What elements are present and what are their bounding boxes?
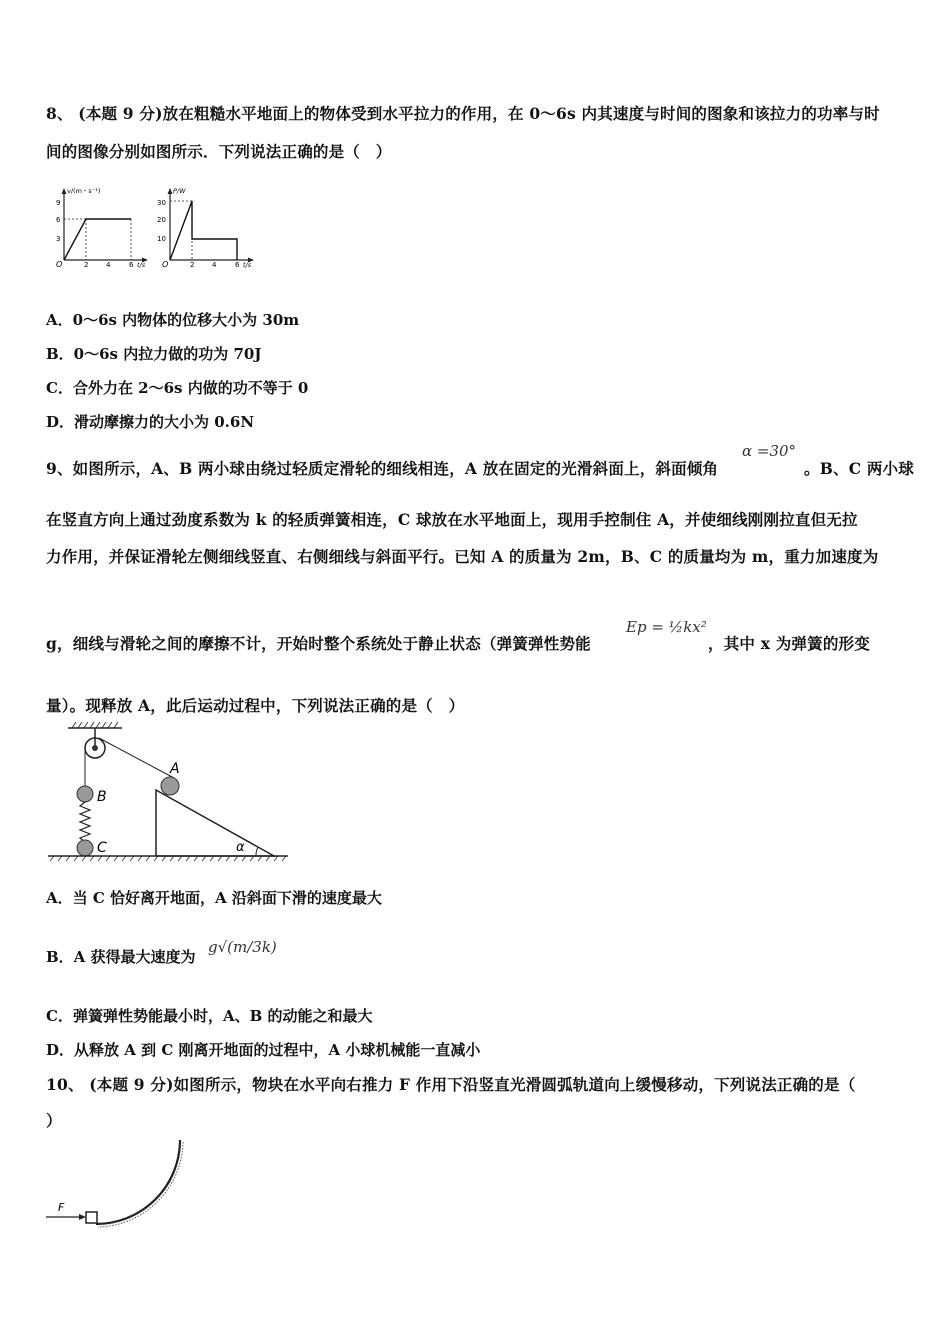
q9-stem-line4-end: ，其中 x 为弹簧的形变 <box>708 634 870 653</box>
label-f: F <box>58 1201 65 1214</box>
ball-a <box>161 777 179 795</box>
p-graph-ytick-30: 30 <box>157 199 166 207</box>
q9-option-b[interactable]: B．A 获得最大速度为 <box>46 948 196 966</box>
label-alpha: α <box>236 840 245 855</box>
v-graph-ytick-9: 9 <box>56 199 61 207</box>
q8-stem-line2: 间的图像分别如图所示．下列说法正确的是（ ） <box>46 142 392 161</box>
q8-option-c[interactable]: C．合外力在 2～6s 内做的功不等于 0 <box>46 379 309 397</box>
q8-figure <box>50 183 260 268</box>
q10-stem-line2: ） <box>46 1111 62 1130</box>
q9-stem-line2: 在竖直方向上通过劲度系数为 k 的轻质弹簧相连，C 球放在水平地面上，现用手控制住 A，并使细线刚刚拉直但无拉 <box>46 510 858 529</box>
p-graph-line <box>170 201 237 260</box>
ball-b <box>77 786 93 802</box>
alpha-formula: α =30° <box>742 442 797 460</box>
q8-option-b[interactable]: B．0～6s 内拉力做的功为 70J <box>46 345 262 363</box>
q9-figure <box>44 718 294 866</box>
q9-stem-line4: g，细线与滑轮之间的摩擦不计，开始时整个系统处于静止状态（弹簧弹性势能 <box>46 634 591 653</box>
q9-option-a[interactable]: A．当 C 恰好离开地面，A 沿斜面下滑的速度最大 <box>46 889 382 907</box>
label-c: C <box>97 840 107 856</box>
ball-c <box>77 840 93 856</box>
p-graph-ylabel: P/W <box>173 187 186 195</box>
label-a: A <box>170 761 180 777</box>
optb-formula: g√(m/3k) <box>208 938 277 956</box>
v-graph-line <box>64 219 131 260</box>
block <box>86 1212 97 1223</box>
q9-stem-line3: 力作用，并保证滑轮左侧细线竖直、右侧细线与斜面平行。已知 A 的质量为 2m，B、C 的质量均为 m，重力加速度为 <box>46 547 879 566</box>
arc-track <box>96 1140 180 1224</box>
q9-option-d[interactable]: D．从释放 A 到 C 刚离开地面的过程中，A 小球机械能一直减小 <box>46 1041 481 1059</box>
p-graph-xtick-4: 4 <box>212 261 217 268</box>
p-graph-xtick-2: 2 <box>190 261 195 268</box>
q10-stem-line1: 10、 (本题 9 分)如图所示，物块在水平向右推力 F 作用下沿竖直光滑圆弧轨道向上缓慢移动，下列说法正确的是（ <box>46 1075 856 1094</box>
label-b: B <box>97 789 107 805</box>
ep-formula: Ep = ½kx² <box>626 618 707 636</box>
spring <box>80 802 90 842</box>
q9-stem-line1-end: 。B、C 两小球 <box>804 459 914 478</box>
p-graph-ytick-10: 10 <box>157 235 166 243</box>
q9-option-c[interactable]: C．弹簧弹性势能最小时，A、B 的动能之和最大 <box>46 1007 373 1025</box>
v-graph-ytick-3: 3 <box>56 235 61 243</box>
velocity-time-graph <box>56 187 148 268</box>
v-graph-xtick-4: 4 <box>106 261 111 268</box>
p-graph-origin: O <box>162 260 169 268</box>
incline <box>156 790 274 856</box>
v-graph-xtick-6: 6 <box>129 261 134 268</box>
p-graph-ytick-20: 20 <box>157 216 166 224</box>
q8-stem-line1: 8、 (本题 9 分)放在粗糙水平地面上的物体受到水平拉力的作用，在 0～6s 内其速度与时间的图象和该拉力的功率与时 <box>46 104 880 123</box>
q9-stem-line5: 量）。现释放 A，此后运动过程中，下列说法正确的是（ ） <box>46 696 465 715</box>
v-graph-ytick-6: 6 <box>56 216 61 224</box>
power-time-graph <box>157 187 254 268</box>
v-graph-xlabel: t/s <box>137 261 146 268</box>
q9-stem-line1: 9、如图所示，A、B 两小球由绕过轻质定滑轮的细线相连，A 放在固定的光滑斜面上，斜面倾角 <box>46 459 719 478</box>
q8-option-a[interactable]: A．0～6s 内物体的位移大小为 30m <box>46 311 300 329</box>
p-graph-xlabel: t/s <box>243 261 252 268</box>
q10-figure <box>40 1136 200 1231</box>
p-graph-xtick-6: 6 <box>235 261 240 268</box>
q8-option-d[interactable]: D．滑动摩擦力的大小为 0.6N <box>46 413 255 431</box>
v-graph-xtick-2: 2 <box>84 261 89 268</box>
v-graph-origin: O <box>56 260 63 268</box>
v-graph-ylabel: v/(m・s⁻¹) <box>67 187 101 195</box>
